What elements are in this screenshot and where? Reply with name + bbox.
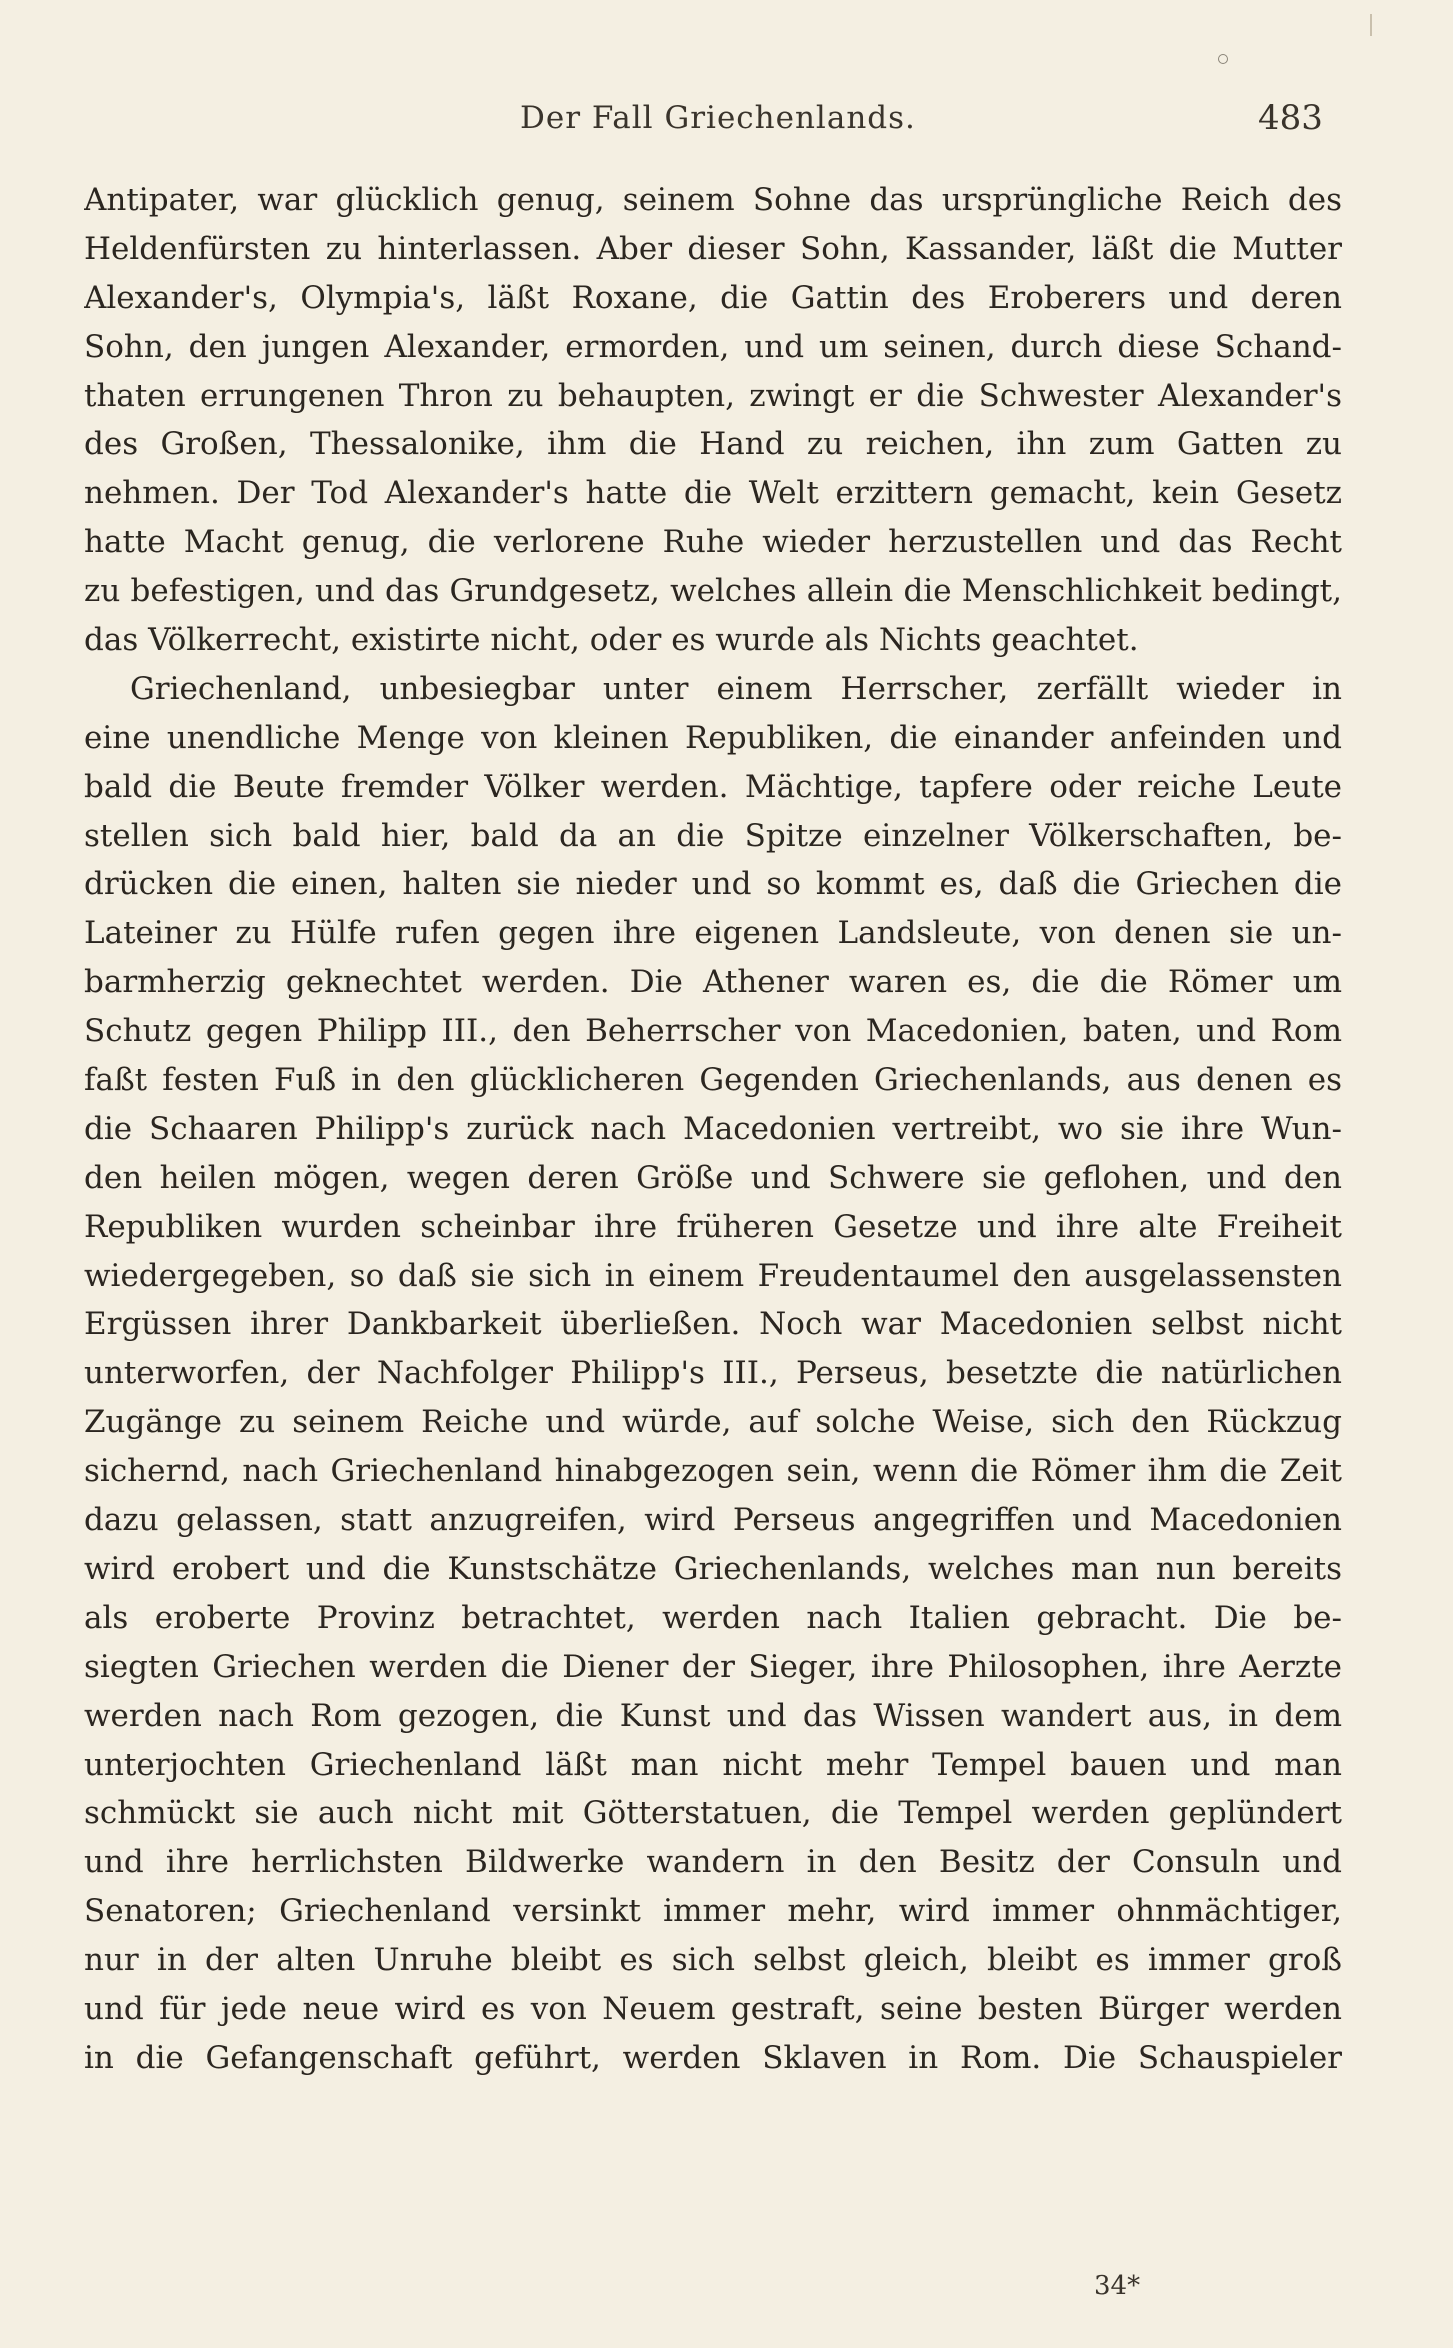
text-line: Alexander's, Olympia's, läßt Roxane, die Gattin des Eroberers und deren (84, 279, 1342, 316)
text-line: Sohn, den jungen Alexander, ermorden, und um seinen, durch diese Schand- (84, 328, 1342, 365)
text-line: wird erobert und die Kunstschätze Griechenlands, welches man nun bereits (84, 1550, 1342, 1587)
body-text (84, 176, 1342, 2083)
text-line: eine unendliche Menge von kleinen Republiken, die einander anfeinden und (84, 719, 1342, 756)
ink-dot (1218, 54, 1228, 64)
page-edge-mark (1370, 14, 1372, 36)
text-line: Ergüssen ihrer Dankbarkeit überließen. Noch war Macedonien selbst nicht (84, 1306, 1342, 1343)
text-line: barmherzig geknechtet werden. Die Athener waren es, die die Römer um (84, 964, 1342, 1001)
text-line: werden nach Rom gezogen, die Kunst und das Wissen wandert aus, in dem (84, 1697, 1342, 1734)
text-line: in die Gefangenschaft geführt, werden Sklaven in Rom. Die Schauspieler (84, 2039, 1342, 2076)
text-line: schmückt sie auch nicht mit Götterstatuen, die Tempel werden geplündert (84, 1795, 1342, 1832)
text-line: nehmen. Der Tod Alexander's hatte die Welt erzittern gemacht, kein Gesetz (84, 475, 1342, 512)
text-line: zu befestigen, und das Grundgesetz, welches allein die Menschlichkeit bedingt, (84, 573, 1342, 610)
text-line: siegten Griechen werden die Diener der Sieger, ihre Philosophen, ihre Aerzte (84, 1648, 1342, 1685)
page-number: 483 (1258, 98, 1323, 138)
text-line: wiedergegeben, so daß sie sich in einem Freudentaumel den ausgelassensten (84, 1257, 1342, 1294)
text-line: des Großen, Thessalonike, ihm die Hand zu reichen, ihn zum Gatten zu (84, 426, 1342, 463)
text-line: stellen sich bald hier, bald da an die Spitze einzelner Völkerschaften, be- (84, 817, 1342, 854)
text-line: als eroberte Provinz betrachtet, werden nach Italien gebracht. Die be- (84, 1599, 1342, 1636)
text-line: die Schaaren Philipp's zurück nach Macedonien vertreibt, wo sie ihre Wun- (84, 1110, 1342, 1147)
text-line: unterworfen, der Nachfolger Philipp's III., Perseus, besetzte die natürlichen (84, 1355, 1342, 1392)
text-line: unterjochten Griechenland läßt man nicht mehr Tempel bauen und man (84, 1746, 1342, 1783)
text-line: und ihre herrlichsten Bildwerke wandern in den Besitz der Consuln und (84, 1844, 1342, 1881)
text-line: dazu gelassen, statt anzugreifen, wird Perseus angegriffen und Macedonien (84, 1502, 1342, 1539)
text-line: drücken die einen, halten sie nieder und so kommt es, daß die Griechen die (84, 866, 1342, 903)
signature-mark: 34* (1094, 2271, 1141, 2301)
text-line: Zugänge zu seinem Reiche und würde, auf solche Weise, sich den Rückzug (84, 1404, 1342, 1441)
text-line: faßt festen Fuß in den glücklicheren Gegenden Griechenlands, aus denen es (84, 1062, 1342, 1099)
text-line: nur in der alten Unruhe bleibt es sich selbst gleich, bleibt es immer groß (84, 1942, 1342, 1979)
running-title: Der Fall Griechenlands. (520, 100, 916, 136)
paragraph-first-line: Griechenland, unbesiegbar unter einem Herrscher, zerfällt wieder in (130, 670, 1342, 707)
text-line: den heilen mögen, wegen deren Größe und Schwere sie geflohen, und den (84, 1159, 1342, 1196)
text-line: thaten errungenen Thron zu behaupten, zwingt er die Schwester Alexander's (84, 377, 1342, 414)
text-line: Antipater, war glücklich genug, seinem Sohne das ursprüngliche Reich des (84, 182, 1342, 218)
text-line: Heldenfürsten zu hinterlassen. Aber dieser Sohn, Kassander, läßt die Mutter (84, 230, 1342, 267)
text-line: Senatoren; Griechenland versinkt immer mehr, wird immer ohnmächtiger, (84, 1893, 1342, 1930)
text-line: hatte Macht genug, die verlorene Ruhe wieder herzustellen und das Recht (84, 524, 1342, 561)
text-line: bald die Beute fremder Völker werden. Mächtige, tapfere oder reiche Leute (84, 768, 1342, 805)
text-line: das Völkerrecht, existirte nicht, oder es wurde als Nichts geachtet. (84, 622, 1139, 659)
text-line: Republiken wurden scheinbar ihre früheren Gesetze und ihre alte Freiheit (84, 1208, 1342, 1245)
text-line: sichernd, nach Griechenland hinabgezogen sein, wenn die Römer ihm die Zeit (84, 1453, 1342, 1490)
text-line: und für jede neue wird es von Neuem gestraft, seine besten Bürger werden (84, 1990, 1342, 2027)
text-line: Schutz gegen Philipp III., den Beherrscher von Macedonien, baten, und Rom (84, 1013, 1342, 1050)
text-line: Lateiner zu Hülfe rufen gegen ihre eigenen Landsleute, von denen sie un- (84, 915, 1342, 952)
